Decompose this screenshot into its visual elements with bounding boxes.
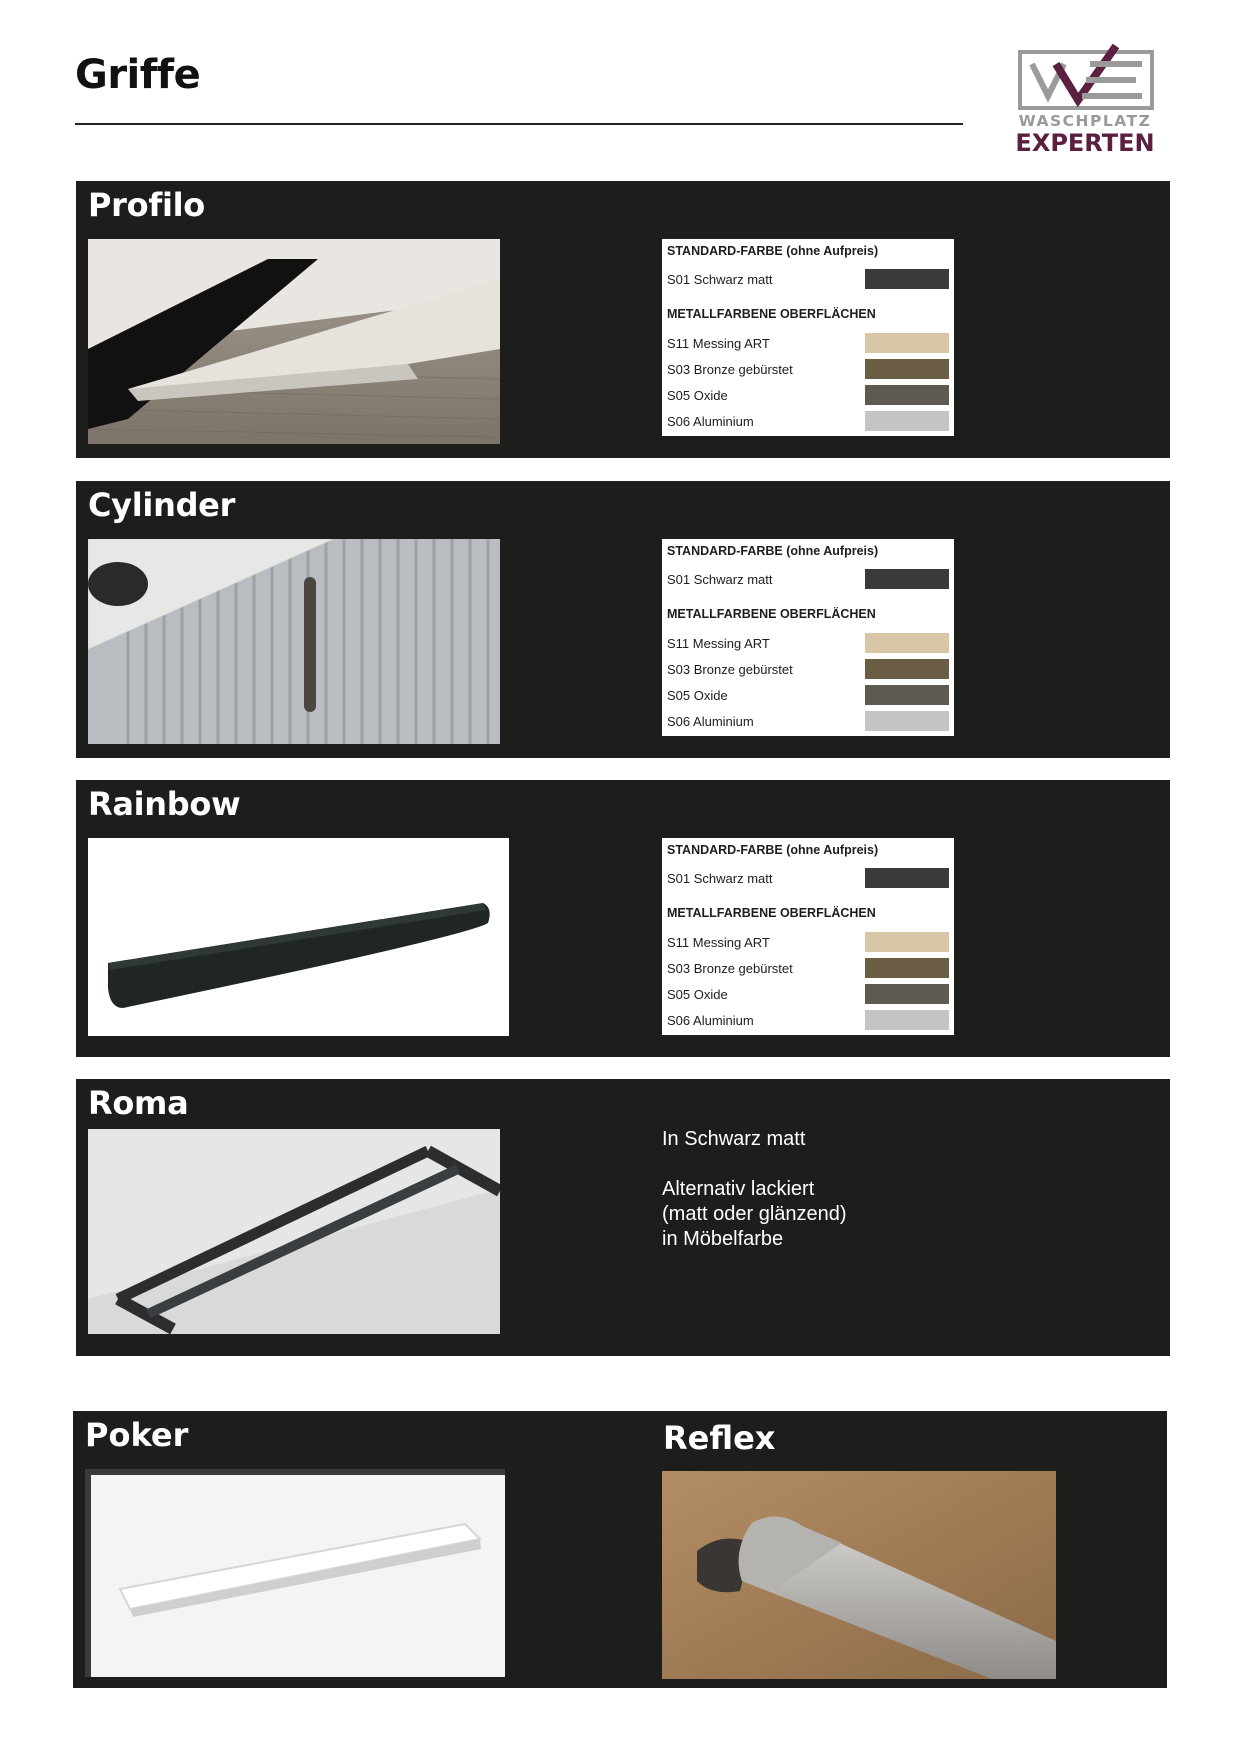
swatch-color <box>865 269 949 289</box>
swatch-label: S11 Messing ART <box>667 336 770 351</box>
swatch-row <box>667 659 949 680</box>
metal-color-heading: METALLFARBENE OBERFLÄCHEN <box>667 906 876 920</box>
swatch-label: S05 Oxide <box>667 688 728 703</box>
swatch-label: S06 Aluminium <box>667 1013 754 1028</box>
swatch-row <box>667 269 949 290</box>
swatch-row <box>667 958 949 979</box>
section-poker-reflex <box>73 1411 1167 1688</box>
swatch-label: S01 Schwarz matt <box>667 272 773 287</box>
swatch-label: S03 Bronze gebürstet <box>667 362 793 377</box>
metal-color-heading: METALLFARBENE OBERFLÄCHEN <box>667 607 876 621</box>
section-rainbow <box>76 780 1170 1057</box>
swatch-color <box>865 711 949 731</box>
metal-color-heading: METALLFARBENE OBERFLÄCHEN <box>667 307 876 321</box>
handle-photo-poker <box>85 1469 505 1677</box>
swatch-color <box>865 411 949 431</box>
swatch-color <box>865 385 949 405</box>
swatch-label: S05 Oxide <box>667 388 728 403</box>
swatch-color <box>865 569 949 589</box>
roma-text-line: in Möbelfarbe <box>662 1228 784 1250</box>
swatch-label: S11 Messing ART <box>667 935 770 950</box>
roma-text-line: In Schwarz matt <box>662 1128 806 1150</box>
swatch-row <box>667 868 949 889</box>
handle-photo-profilo <box>88 239 500 444</box>
swatch-row <box>667 385 949 406</box>
swatch-color <box>865 1010 949 1030</box>
handle-photo-reflex <box>662 1471 1056 1679</box>
section-title-reflex: Reflex <box>663 1419 776 1457</box>
handle-photo-roma <box>88 1129 500 1334</box>
swatch-row <box>667 569 949 590</box>
handle-photo-cylinder <box>88 539 500 744</box>
swatch-color <box>865 868 949 888</box>
section-roma <box>76 1079 1170 1356</box>
section-title: Cylinder <box>88 486 236 524</box>
swatch-row <box>667 984 949 1005</box>
swatch-label: S01 Schwarz matt <box>667 572 773 587</box>
section-profilo <box>76 181 1170 458</box>
brand-logo <box>1010 40 1160 160</box>
swatch-row <box>667 333 949 354</box>
swatch-color <box>865 333 949 353</box>
swatch-row <box>667 711 949 732</box>
swatch-label: S06 Aluminium <box>667 714 754 729</box>
swatch-row <box>667 633 949 654</box>
page-title: Griffe <box>75 52 201 98</box>
swatch-color <box>865 633 949 653</box>
section-cylinder <box>76 481 1170 758</box>
logo-text-line1: WASCHPLATZ <box>1018 112 1152 130</box>
handle-photo-rainbow <box>88 838 509 1036</box>
swatch-color <box>865 359 949 379</box>
standard-color-heading: STANDARD-FARBE (ohne Aufpreis) <box>667 544 879 558</box>
logo-mark-icon <box>1018 44 1154 112</box>
swatch-row <box>667 685 949 706</box>
swatch-color <box>865 932 949 952</box>
title-divider <box>75 123 963 125</box>
logo-text-line2: EXPERTEN <box>1015 129 1155 157</box>
swatch-row <box>667 932 949 953</box>
section-title: Roma <box>88 1084 189 1122</box>
roma-description <box>662 1127 847 1252</box>
roma-text-line: Alternativ lackiert <box>662 1178 815 1200</box>
swatch-color <box>865 685 949 705</box>
swatch-color <box>865 958 949 978</box>
standard-color-heading: STANDARD-FARBE (ohne Aufpreis) <box>667 843 879 857</box>
swatch-color <box>865 984 949 1004</box>
standard-color-heading: STANDARD-FARBE (ohne Aufpreis) <box>667 244 879 258</box>
section-title-poker: Poker <box>85 1416 189 1454</box>
swatch-row <box>667 411 949 432</box>
roma-text-line <box>662 1152 847 1177</box>
section-title: Profilo <box>88 186 205 224</box>
swatch-row <box>667 359 949 380</box>
swatch-label: S06 Aluminium <box>667 414 754 429</box>
swatch-label: S01 Schwarz matt <box>667 871 773 886</box>
swatch-label: S11 Messing ART <box>667 636 770 651</box>
swatch-label: S03 Bronze gebürstet <box>667 961 793 976</box>
swatch-row <box>667 1010 949 1031</box>
swatch-label: S03 Bronze gebürstet <box>667 662 793 677</box>
color-swatch-table <box>662 239 954 436</box>
color-swatch-table <box>662 539 954 736</box>
roma-text-line: (matt oder glänzend) <box>662 1203 847 1225</box>
color-swatch-table <box>662 838 954 1035</box>
swatch-label: S05 Oxide <box>667 987 728 1002</box>
section-title: Rainbow <box>88 785 241 823</box>
swatch-color <box>865 659 949 679</box>
